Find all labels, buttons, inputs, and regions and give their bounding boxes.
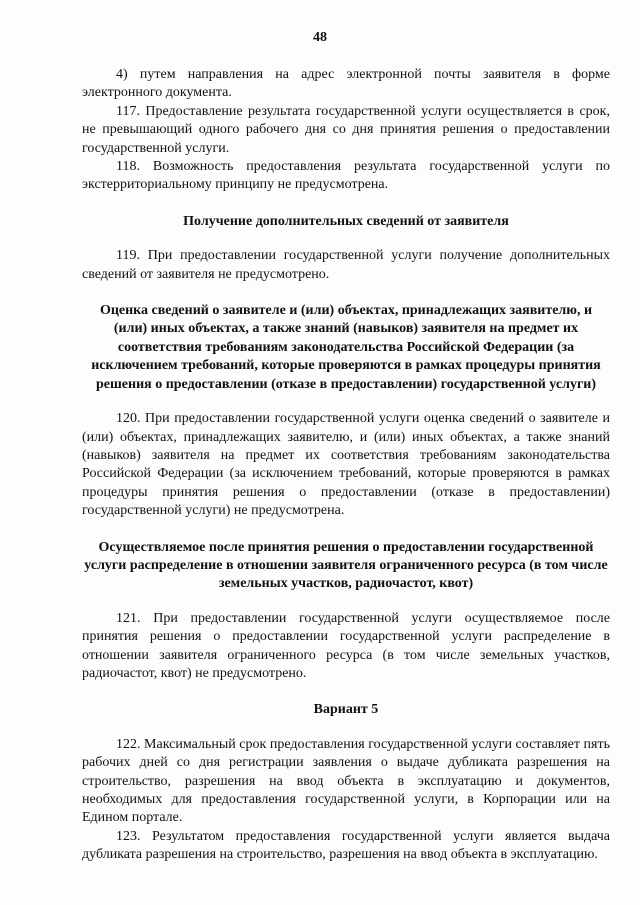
paragraph-120: 120. При предоставлении государственной услуги оценка сведений о заявителе и (или) объектах, принадлежащих заявителю, и (или) иных объектах, а также знаний (навыков) заявителя на предмет их соответствия требованиям законодательства Российской Федерации (за исключением требований, которые проверяются в рамках процедуры принятия решения о предоставлении (отказе в предоставлении) государственной услуги) не предусмотрена. xyxy=(82,411,610,519)
page-number: 48 xyxy=(313,30,327,45)
paragraph-121: 121. При предоставлении государственной услуги осуществляемое после принятия решения о предоставлении государственной услуги распределение в отношении заявителя ограниченного ресурса (в том числе земельных участков, радиочастот, квот) не предусмотрено. xyxy=(82,610,610,681)
heading-variant-5: Вариант 5 xyxy=(313,702,379,718)
paragraph-4: 4) путем направления на адрес электронной почты заявителя в форме электронного документа. xyxy=(82,67,610,101)
paragraph-117: 117. Предоставление результата государственной услуги осуществляется в срок, не превышающий одного рабочего дня со дня принятия решения о предоставлении государственной услуги. xyxy=(82,103,610,156)
heading-additional-info: Получение дополнительных сведений от заявителя xyxy=(183,213,509,229)
heading-assessment: Оценка сведений о заявителе и (или) объектах, принадлежащих заявителю, и (или) иных объектах, а также знаний (навыков) заявителя на предмет их соответствия требованиям законодательства Российской Федерации (за исключением требований, которые проверяются в рамках процедуры принятия решения о предоставлении (отказе в предоставлении) государственной услуги) xyxy=(91,303,601,392)
paragraph-123: 123. Результатом предоставления государственной услуги является выдача дубликата разрешения на строительство, разрешения на ввод объекта в эксплуатацию. xyxy=(82,828,610,863)
paragraph-122: 122. Максимальный срок предоставления государственной услуги составляет пять рабочих дней со дня регистрации заявления о выдаче дубликата разрешения на строительство, разрешения на ввод объекта в эксплуатацию и документов, необходимых для предоставления государственной услуги, в Корпорации или на Едином портале. xyxy=(82,736,610,826)
heading-distribution: Осуществляемое после принятия решения о предоставлении государственной услуги распределение в отношении заявителя ограниченного ресурса (в том числе земельных участков, радиочастот, квот) xyxy=(84,539,608,592)
paragraph-119: 119. При предоставлении государственной услуги получение дополнительных сведений от заявителя не предусмотрено. xyxy=(82,248,610,282)
document-body xyxy=(82,66,610,865)
paragraph-118: 118. Возможность предоставления результата государственной услуги по экстерриториальному принципу не предусмотрена. xyxy=(82,159,610,193)
